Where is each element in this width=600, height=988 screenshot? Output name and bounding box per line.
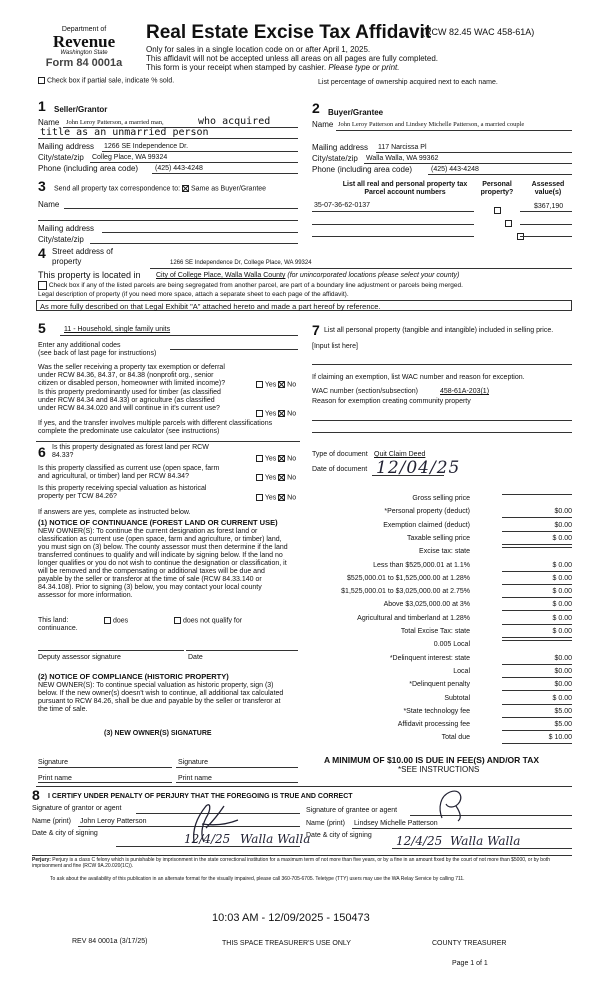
current-use-line-b: and agricultural, or timber) land per RCW 84.34? [38,473,189,480]
tax-row-label: Excise tax: state [419,548,470,556]
grantee-signature [432,788,472,822]
exemption-no-checkbox[interactable] [278,381,285,388]
doc-type-label: Type of document [312,451,368,458]
form-number: Form 84 0001a [45,57,123,69]
yes-label: Yes [264,381,277,389]
street-label-2: property [52,257,82,266]
corr-city-label: City/state/zip [38,235,84,244]
no-label: No [287,494,297,502]
tax-row-value[interactable]: $ 0.00 [502,614,572,625]
forest-no-checkbox[interactable] [278,455,285,462]
located-note: (for unincorporated locations please select your county) [287,272,460,279]
tax-row [300,587,572,597]
new-owner-print-1: Print name [38,775,72,782]
grantor-name-value[interactable]: John Leroy Patterson [80,818,147,825]
doc-type-value[interactable]: Quit Claim Deed [374,451,426,458]
tax-row [300,680,572,690]
answers-yes-note: If answers are yes, complete as instructed below. [38,509,191,516]
buyer-city-value[interactable]: Walla Walla, WA 99362 [366,155,439,162]
tax-row-value[interactable] [502,547,572,548]
tax-row-value[interactable]: $ 0.00 [502,587,572,598]
no-label: No [287,474,297,482]
tax-row-label: *Delinquent penalty [409,681,470,689]
new-owner-signature-2: Signature [178,759,208,766]
yes-label: Yes [264,455,277,463]
tax-row [300,561,572,571]
corr-name-label: Name [38,200,60,209]
tax-row [300,654,572,664]
no-label: No [287,455,297,463]
tax-row [300,547,572,557]
tax-row [300,521,572,531]
current-use-line-a: Is this property classified as current use (open space, farm [38,465,220,472]
tax-row-value[interactable]: $0.00 [502,680,572,691]
tax-row-value[interactable]: $ 0.00 [502,627,572,638]
notice-compliance-title: (2) NOTICE OF COMPLIANCE (HISTORIC PROPERTY) [38,672,229,681]
notice-1: Only for sales in a single location code on or after April 1, 2025. [146,45,371,54]
historic-yes-checkbox[interactable] [256,494,263,501]
tax-row-value[interactable]: $5.00 [502,720,572,731]
minimum-due-note: A MINIMUM OF $10.00 IS DUE IN FEE(S) AND/OR TAX [324,755,540,765]
historic-no-checkbox[interactable] [278,494,285,501]
page-number: Page 1 of 1 [452,960,488,967]
tax-row-label: *Personal property (deduct) [384,508,470,516]
section-4-number: 4 [38,245,46,261]
grantee-date-value[interactable]: 12/4/25 [396,834,443,848]
notice-3 [146,63,399,72]
buyer-name-value[interactable]: John Leroy Patterson and Lindsey Michelle Patterson, a married couple [338,121,525,128]
seller-city-value[interactable]: Colleg Place, WA 99324 [92,154,168,161]
wac-value[interactable]: 458-61A-203(1) [440,388,490,395]
deputy-signature-label: Deputy assessor signature [38,654,121,661]
wac-label: WAC number (section/subsection) [312,388,418,395]
buyer-name-label: Name [312,120,334,129]
partial-sale-row [38,77,174,85]
tax-row [300,720,572,730]
historic-answer [256,494,296,502]
doc-date-label: Date of document [312,466,368,473]
seller-name-value[interactable]: John Leroy Patterson, a married man, [66,119,164,126]
q3-line-b: complete the predominate use calculator (see instructions) [38,428,220,435]
current-use-no-checkbox[interactable] [278,474,285,481]
personal-checkbox-1[interactable] [494,207,501,214]
section-6-number: 6 [38,444,46,460]
yes-label: Yes [264,410,277,418]
timber-question [38,389,258,413]
street-value[interactable]: 1266 SE Independence Dr, College Place, WA 99324 [170,260,312,266]
personal-heading-1: Personal [482,181,512,188]
seller-address-label: Mailing address [38,142,95,151]
current-use-answer [256,474,296,482]
no-label: No [287,410,297,418]
assessed-value-1[interactable]: $367,190 [534,203,564,210]
tax-row-label: $525,000.01 to $1,525,000.00 at 1.28% [347,574,470,582]
forest-answer [256,455,296,463]
tax-row-value[interactable]: $5.00 [502,707,572,718]
county-treasurer: COUNTY TREASURER [432,940,507,947]
personal-property-label: List all personal property (tangible and intangible) included in selling price. [324,327,554,334]
same-as-buyer-label: Same as Buyer/Grantee [190,185,267,193]
tax-row-label: Subtotal [444,694,470,702]
rev-number: REV 84 0001a (3/17/25) [72,938,148,945]
continuance-text: continuance. [38,625,78,632]
does-not-option [174,617,242,625]
legal-description-value[interactable]: As more fully described on that Legal Exhibit "A" attached hereto and made a part hereof by reference. [40,302,381,311]
section-5-number: 5 [38,320,46,336]
yes-label: Yes [264,494,277,502]
parcel-heading-1: List all real and personal property tax [342,181,468,188]
see-instructions: *SEE INSTRUCTIONS [398,765,480,774]
notice-continuance-body: NEW OWNER(S): To continue the current designation as forest land or classification as current use (open space, farm and agriculture, or timber) land, you must sign on (3) below. The county assessor must then determine if the land transferred continues to qualify and will indicate by signing below. If the land no longer qualifies or you do not wish to continue the designation or classification, it will be removed and the compensating or additional taxes will be due and payable by the seller or transferor at the time of sale (RCW 84.33.140 or 84.34.108). Prior to signing (3) below, you may contact your local county assessor for more information. [38,528,288,599]
exemption-claim-label: If claiming an exemption, list WAC number and reason for exception. [312,374,525,381]
legal-description-box[interactable] [36,300,572,311]
partial-sale-checkbox[interactable] [38,77,45,84]
additional-codes-2: (see back of last page for instructions) [38,350,157,357]
tax-row-value[interactable]: $0.00 [502,654,572,665]
does-not-checkbox[interactable] [174,617,181,624]
grantor-name-label: Name (print) [32,818,71,825]
located-label: This property is located in [38,270,141,280]
grantee-city-value[interactable]: Walla Walla [450,834,521,848]
buyer-heading: Buyer/Grantee [328,108,384,117]
segregated-row [38,281,578,290]
grantor-sig-label: Signature of grantor or agent [32,805,122,812]
assessed-heading [524,181,572,197]
tax-row-label: Above $3,025,000.00 at 3% [383,601,470,609]
tax-row [300,627,572,637]
segregated-label: Check box if any of the listed parcels are being segregated from another parcel, are part of a boundary line adjustment or parcels being merged. [48,282,463,290]
dept-line2: Revenue [52,32,116,51]
tax-row-value[interactable] [502,640,572,641]
perjury-text: Perjury is a class C felony which is punishable by imprisonment in the state correctional institution for a maximum term of not more than five years, or by a fine in an amount fixed by the court of not more than $5000, or by both imprisonment and fine (RCW 9A.20.020(1C)). [32,857,551,869]
perjury-label: Perjury: [32,857,51,863]
this-land-label [38,617,78,633]
notice-2: This affidavit will not be accepted unless all areas on all pages are fully completed. [146,54,439,63]
additional-codes-1: Enter any additional codes [38,342,121,349]
tax-row [300,707,572,717]
personal-heading [477,181,517,197]
forest-line-a: Is this property designated as forest land per RCW [52,444,209,451]
new-owner-signature-title: (3) NEW OWNER(S) SIGNATURE [104,730,212,737]
ada-notice: To ask about the availability of this publication in an alternate format for the visually impaired, please call 360-705-6705. Teletype (TTY) users may use the WA Relay Service by calling 711. [50,876,465,882]
tax-row-value[interactable]: $ 0.00 [502,600,572,611]
new-owner-print-2: Print name [178,775,212,782]
tax-row-label: *State technology fee [403,707,470,715]
street-label-1: Street address of [52,247,113,256]
doc-date-value[interactable]: 12/04/25 [376,458,461,478]
tax-row-label: Taxable selling price [406,534,470,542]
corr-mailing-label: Mailing address [38,224,95,233]
does-label: does [112,617,129,625]
tax-row [300,667,572,677]
grantee-name-label: Name (print) [306,820,345,827]
q1-line-a: Was the seller receiving a property tax exemption or deferral [38,364,225,371]
historic-line-a: Is this property receiving special valuation as historical [38,485,207,492]
personal-property-input[interactable]: [Input list here] [312,343,358,350]
parcel-heading [330,181,480,197]
forest-line-b: 84.33? [52,452,74,459]
located-row [156,272,459,280]
parcel-number-1[interactable]: 35-07-36-62-0137 [314,202,371,209]
section-7-number: 7 [312,322,320,338]
timber-yes-checkbox[interactable] [256,410,263,417]
grantee-sig-label: Signature of grantee or agent [306,807,398,814]
notice-3-em: Please type or print. [328,63,400,72]
new-owner-signature-1: Signature [38,759,68,766]
additional-codes-label [38,342,156,358]
buyer-city-label: City/state/zip [312,154,358,163]
page-title: Real Estate Excise Tax Affidavit [146,22,432,43]
tax-row [300,640,572,650]
q3-line-a: If yes, and the transfer involves multiple parcels with different classifications [38,420,273,427]
section-1-number: 1 [38,98,46,114]
does-option [104,617,128,625]
tax-row-label: 0.005 Local [433,641,470,649]
current-use-yes-checkbox[interactable] [256,474,263,481]
grantor-date-value[interactable]: 12/4/25 [184,832,231,846]
timber-answer [256,410,296,418]
tax-row-value[interactable]: $ 0.00 [502,574,572,585]
does-checkbox[interactable] [104,617,111,624]
buyer-phone-value[interactable]: (425) 443-4248 [431,166,479,173]
tax-row-label: $1,525,000.01 to $3,025,000.00 at 2.75% [341,588,470,596]
personal-heading-2: property? [480,189,514,196]
section-2-number: 2 [312,100,320,116]
section-3-number: 3 [38,178,46,194]
assessed-heading-2: value(s) [534,189,562,196]
q2-line-b: under RCW 84.34 and 84.33) or agriculture (as classified [38,397,215,404]
seller-name-hand-2: title as an unmarried person [40,127,209,138]
notice-continuance-title: (1) NOTICE OF CONTINUANCE (FOREST LAND OR CURRENT USE) [38,518,278,527]
forest-question [52,444,209,460]
exemption-question [38,364,258,388]
rcw-ref: (RCW 82.45 WAC 458-61A) [422,27,535,37]
grantor-date-label: Date & city of signing [32,830,98,837]
partial-sale-label: Check box if partial sale, indicate % sold. [46,77,175,85]
tax-row-label: Total due [441,734,470,742]
section-3-row [54,185,266,193]
ownership-pct-note: List percentage of ownership acquired next to each name. [318,79,498,86]
reason-label: Reason for exemption creating community property [312,398,471,405]
section-8-number: 8 [32,787,40,803]
legal-label: Legal description of property (if you need more space, attach a separate sheet to each page of the affidavit). [38,291,349,298]
historic-line-b: property per TCW 84.26? [38,493,117,500]
tax-row-label: Local [453,667,470,675]
seller-name-label: Name [38,118,60,127]
located-value[interactable]: City of College Place, Walla Walla County [156,272,286,279]
q2-line-c: under RCW 84.34.020 and will continue in it's current use? [38,405,220,412]
tax-row [300,694,572,704]
perjury-notice [32,857,572,869]
tax-row-label: Agricultural and timberland at 1.28% [357,614,470,622]
does-not-label: does not qualify for [182,617,243,625]
forest-yes-checkbox[interactable] [256,455,263,462]
certify-statement: I CERTIFY UNDER PENALTY OF PERJURY THAT THE FOREGOING IS TRUE AND CORRECT [48,793,353,800]
dept-line1: Department of [61,26,107,33]
tax-row [300,574,572,584]
seller-city-label: City/state/zip [38,153,84,162]
multi-parcel-note [38,420,272,436]
tax-row-value[interactable]: $0.00 [502,521,572,532]
tax-row-label: Less than $525,000.01 at 1.1% [373,561,470,569]
tax-row-label: Exemption claimed (deduct) [383,521,470,529]
treasurer-space: THIS SPACE TREASURER'S USE ONLY [222,940,351,947]
notice-3-text: This form is your receipt when stamped by cashier. [146,63,327,72]
notice-compliance-body: NEW OWNER(S): To continue special valuation as historic property, sign (3) below. If the new owner(s) doesn't wish to continue, all additional tax calculated pursuant to RCW 84.26, shall be due and payable by the seller or transferor at the time of sale. [38,682,284,713]
this-land-text: This land: [38,617,69,624]
tax-row [300,600,572,610]
tax-row [300,534,572,544]
timber-no-checkbox[interactable] [278,410,285,417]
tax-row-value[interactable]: $ 0.00 [502,534,572,545]
buyer-phone-label: Phone (including area code) [312,165,413,174]
personal-checkbox-2[interactable] [505,220,512,227]
yes-label: Yes [264,474,277,482]
exemption-yes-checkbox[interactable] [256,381,263,388]
exemption-answer [256,381,296,389]
tax-row [300,494,572,504]
historic-question [38,485,206,501]
cashier-stamp: 10:03 AM - 12/09/2025 - 150473 [212,912,370,924]
deputy-date-label: Date [188,654,203,661]
tax-row-label: *Delinquent interest: state [389,654,470,662]
section-3-label: Send all property tax correspondence to: [54,185,181,193]
parcel-heading-2: Parcel account numbers [364,189,446,196]
tax-row-value[interactable]: $ 0.00 [502,561,572,572]
dept-logo [38,26,130,70]
grantee-date-label: Date & city of signing [306,832,372,839]
seller-phone-label: Phone (including area code) [38,164,139,173]
tax-row-value[interactable] [502,494,572,495]
grantee-name-value[interactable]: Lindsey Michelle Patterson [354,820,438,827]
segregated-checkbox[interactable] [38,281,47,290]
tax-row [300,733,572,743]
tax-row-value[interactable]: $0.00 [502,507,572,518]
seller-address-value[interactable]: 1266 SE Independence Dr. [104,143,189,150]
street-label [52,247,113,267]
same-as-buyer-checkbox[interactable] [182,185,189,192]
seller-phone-value[interactable]: (425) 443-4248 [155,165,203,172]
tax-row-value[interactable]: $ 10.00 [502,733,572,744]
tax-row [300,507,572,517]
q1-line-c: citizen or disabled person, homeowner with limited income)? [38,380,226,387]
tax-row [300,614,572,624]
current-use-question [38,465,219,481]
tax-row-label: Gross selling price [412,495,470,502]
tax-row-value[interactable]: $0.00 [502,667,572,678]
buyer-address-label: Mailing address [312,143,369,152]
q2-line-a: Is this property predominantly used for timber (as classified [38,389,221,396]
tax-row-value[interactable]: $ 0.00 [502,694,572,705]
seller-heading: Seller/Grantor [54,105,108,114]
buyer-address-value[interactable]: 117 Narcissa Pl [378,144,427,151]
use-code-value[interactable]: 11 - Household, single family units [64,326,171,333]
dept-line3: Washington State [60,50,108,56]
tax-row-label: Total Excise Tax: state [400,628,470,635]
tax-row-label: Affidavit processing fee [397,721,470,729]
assessed-heading-1: Assessed [531,181,565,188]
no-label: No [287,381,297,389]
seller-name-hand-1: who acquired [198,116,271,127]
grantor-city-value[interactable]: Walla Walla [240,832,311,846]
q1-line-b: under RCW 84.36, 84.37, or 84.38 (nonprofit org., senior [38,372,214,379]
